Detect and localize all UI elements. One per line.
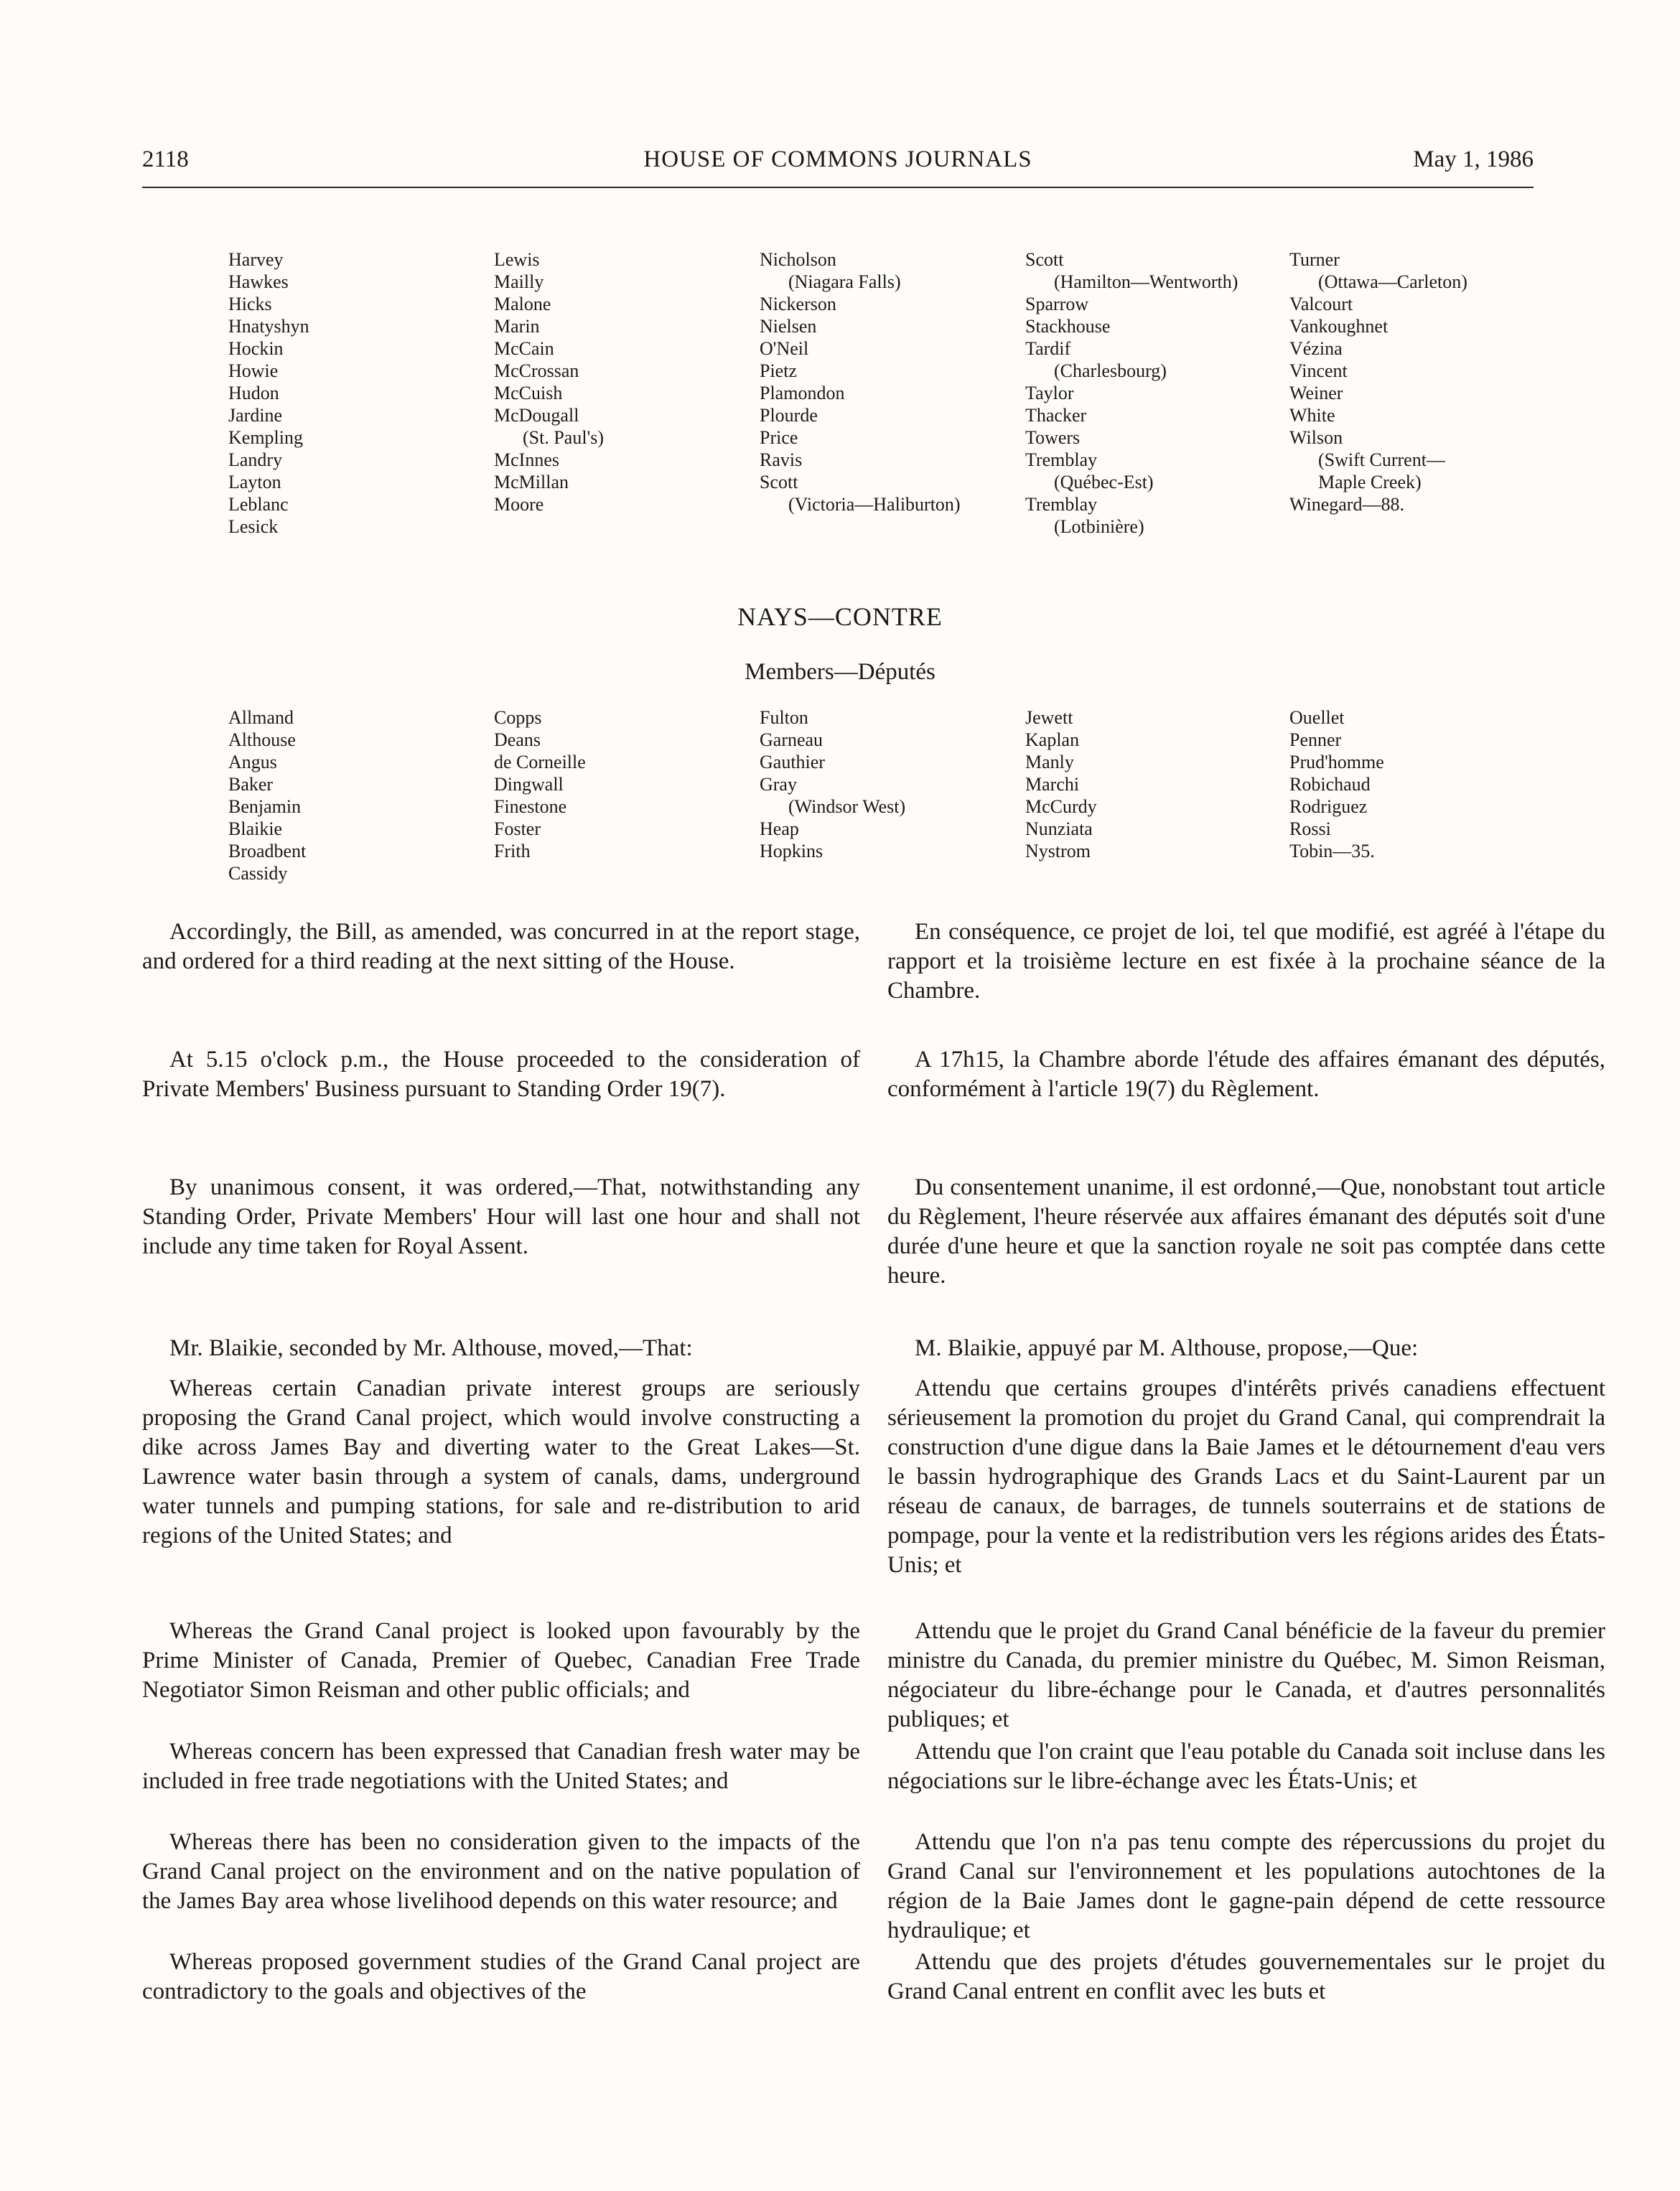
member-riding: (Ottawa—Carleton) bbox=[1318, 271, 1467, 292]
member-name: Manly bbox=[1025, 752, 1074, 772]
member-name: Rodriguez bbox=[1289, 796, 1368, 817]
french-whereas-no-consideration: Attendu que l'on n'a pas tenu compte des répercussions du projet du Grand Canal sur l'environnement et les populations autochtones de la région de la Baie James dont le gagne-pain dépend de cette ressource hydraulique; et bbox=[887, 1829, 1605, 1943]
english-whereas-no-consideration: Whereas there has been no consideration given to the impacts of the Grand Canal project on the environment and on the native population of the James Bay area whose livelihood depends on this water resource; and bbox=[142, 1829, 860, 1914]
member-riding: Maple Creek) bbox=[1318, 472, 1422, 492]
member-riding: (Hamilton—Wentworth) bbox=[1054, 271, 1238, 292]
member-name: Gray bbox=[760, 774, 797, 795]
english-para-unanimous-consent: By unanimous consent, it was ordered,—That, notwithstanding any Standing Order, Private Members' Hour will last one hour and shall not include any time taken for Royal Assent. bbox=[142, 1174, 860, 1259]
member-name: Nielsen bbox=[760, 316, 817, 337]
member-name: Plourde bbox=[760, 405, 818, 426]
member-name: Lesick bbox=[228, 516, 279, 537]
yeas-column bbox=[760, 248, 1025, 515]
member-name: Penner bbox=[1289, 729, 1342, 750]
journal-title: HOUSE OF COMMONS JOURNALS bbox=[643, 146, 1032, 172]
member-name: Fulton bbox=[760, 707, 808, 728]
header-date: May 1, 1986 bbox=[1413, 146, 1534, 172]
english-whereas-prime-minister: Whereas the Grand Canal project is looked upon favourably by the Prime Minister of Canada, Premier of Quebec, Canadian Free Trade Negotiator Simon Reisman and other public officials; and bbox=[142, 1618, 860, 1703]
member-name: Malone bbox=[494, 294, 551, 314]
member-name: Hnatyshyn bbox=[228, 316, 309, 337]
nays-column bbox=[228, 706, 494, 884]
member-name: de Corneille bbox=[494, 752, 586, 772]
member-name: McInnes bbox=[494, 449, 559, 470]
member-name: Hudon bbox=[228, 383, 279, 403]
member-name: Layton bbox=[228, 472, 281, 492]
member-name: Ouellet bbox=[1289, 707, 1345, 728]
member-name: Angus bbox=[228, 752, 277, 772]
member-name: Tobin—35. bbox=[1289, 841, 1375, 861]
member-name: McCain bbox=[494, 338, 554, 359]
member-name: Copps bbox=[494, 707, 542, 728]
member-name: Scott bbox=[1025, 249, 1064, 270]
member-name: Nunziata bbox=[1025, 818, 1093, 839]
page-number: 2118 bbox=[142, 146, 189, 172]
member-riding: (Charlesbourg) bbox=[1054, 360, 1167, 381]
member-name: Vankoughnet bbox=[1289, 316, 1389, 337]
yeas-column bbox=[1289, 248, 1555, 515]
member-name: Tremblay bbox=[1025, 494, 1098, 515]
member-name: Stackhouse bbox=[1025, 316, 1111, 337]
member-name: Marin bbox=[494, 316, 540, 337]
member-name: Nystrom bbox=[1025, 841, 1091, 861]
member-name: Ravis bbox=[760, 449, 803, 470]
member-name: Moore bbox=[494, 494, 544, 515]
member-riding: (St. Paul's) bbox=[523, 427, 605, 448]
member-riding: (Lotbinière) bbox=[1054, 516, 1144, 537]
member-name: Winegard—88. bbox=[1289, 494, 1404, 515]
member-name: Tardif bbox=[1025, 338, 1071, 359]
member-name: Wilson bbox=[1289, 427, 1343, 448]
member-name: Valcourt bbox=[1289, 294, 1353, 314]
french-whereas-fresh-water: Attendu que l'on craint que l'eau potable du Canada soit incluse dans les négociations sur le libre-échange avec les États-Unis; et bbox=[887, 1739, 1605, 1794]
member-name: Taylor bbox=[1025, 383, 1074, 403]
member-name: Heap bbox=[760, 818, 799, 839]
member-name: Hawkes bbox=[228, 271, 289, 292]
member-riding: (Niagara Falls) bbox=[788, 271, 901, 292]
english-whereas-fresh-water: Whereas concern has been expressed that Canadian fresh water may be included in free trade negotiations with the United States; and bbox=[142, 1739, 860, 1794]
member-riding: (Windsor West) bbox=[788, 796, 906, 817]
page-header bbox=[142, 146, 1534, 188]
member-name: Sparrow bbox=[1025, 294, 1089, 314]
member-name: Rossi bbox=[1289, 818, 1331, 839]
member-name: McCuish bbox=[494, 383, 563, 403]
french-whereas-prime-minister: Attendu que le projet du Grand Canal bénéficie de la faveur du premier ministre du Canada, du premier ministre du Québec, M. Simon Reisman, négociateur du libre-échange pour le Canada, et d'autres personnalités publiques; et bbox=[887, 1618, 1605, 1732]
member-name: Prud'homme bbox=[1289, 752, 1384, 772]
member-name: Vézina bbox=[1289, 338, 1343, 359]
member-riding: (Québec-Est) bbox=[1054, 472, 1154, 492]
member-name: Cassidy bbox=[228, 863, 288, 884]
member-name: Tremblay bbox=[1025, 449, 1098, 470]
member-name: Turner bbox=[1289, 249, 1340, 270]
member-name: Leblanc bbox=[228, 494, 289, 515]
member-riding: (Victoria—Haliburton) bbox=[788, 494, 961, 515]
member-name: White bbox=[1289, 405, 1335, 426]
yeas-column bbox=[228, 248, 494, 538]
member-name: Plamondon bbox=[760, 383, 845, 403]
nays-column bbox=[1025, 706, 1291, 862]
member-name: Garneau bbox=[760, 729, 823, 750]
member-name: Lewis bbox=[494, 249, 540, 270]
member-name: Marchi bbox=[1025, 774, 1080, 795]
member-name: Finestone bbox=[494, 796, 567, 817]
member-name: Althouse bbox=[228, 729, 296, 750]
member-name: Kempling bbox=[228, 427, 303, 448]
member-name: McCurdy bbox=[1025, 796, 1097, 817]
member-name: McCrossan bbox=[494, 360, 579, 381]
member-name: Baker bbox=[228, 774, 274, 795]
english-para-private-members: At 5.15 o'clock p.m., the House proceeded to the consideration of Private Members' Business pursuant to Standing Order 19(7). bbox=[142, 1047, 860, 1102]
member-name: Nicholson bbox=[760, 249, 836, 270]
member-name: Thacker bbox=[1025, 405, 1087, 426]
member-name: Mailly bbox=[494, 271, 544, 292]
member-name: Deans bbox=[494, 729, 541, 750]
english-motion-intro: Mr. Blaikie, seconded by Mr. Althouse, moved,—That: bbox=[169, 1335, 693, 1361]
member-name: Allmand bbox=[228, 707, 294, 728]
member-name: Price bbox=[760, 427, 798, 448]
members-subheading: Members—Députés bbox=[745, 659, 935, 685]
member-name: Nickerson bbox=[760, 294, 836, 314]
french-whereas-interest-groups: Attendu que certains groupes d'intérêts privés canadiens effectuent sérieusement la promotion du projet du Grand Canal, qui comprendrait la construction d'une digue dans la Baie James et le détournement d'eau vers le bassin hydrographique des Grands Lacs et du Saint-Laurent par un réseau de canaux, de barrages, de tunnels souterrains et de stations de pompage, pour la vente et la redistribution vers les régions arides des États-Unis; et bbox=[887, 1375, 1605, 1578]
member-name: Jewett bbox=[1025, 707, 1073, 728]
member-name: Vincent bbox=[1289, 360, 1348, 381]
yeas-column bbox=[494, 248, 760, 515]
member-name: Kaplan bbox=[1025, 729, 1080, 750]
french-para-concurred: En conséquence, ce projet de loi, tel que modifié, est agréé à l'étape du rapport et la troisième lecture en est fixée à la prochaine séance de la Chambre. bbox=[887, 919, 1605, 1004]
nays-column bbox=[1289, 706, 1555, 862]
member-name: Pietz bbox=[760, 360, 797, 381]
nays-column bbox=[494, 706, 760, 862]
member-name: Hockin bbox=[228, 338, 284, 359]
nays-heading: NAYS—CONTRE bbox=[737, 602, 943, 631]
member-name: Frith bbox=[494, 841, 531, 861]
english-whereas-studies: Whereas proposed government studies of the Grand Canal project are contradictory to the goals and objectives of the bbox=[142, 1949, 860, 2004]
member-name: Scott bbox=[760, 472, 798, 492]
member-name: Dingwall bbox=[494, 774, 564, 795]
member-name: McMillan bbox=[494, 472, 569, 492]
nays-column bbox=[760, 706, 1025, 862]
french-para-private-members: A 17h15, la Chambre aborde l'étude des affaires émanant des députés, conformément à l'article 19(7) du Règlement. bbox=[887, 1047, 1605, 1102]
french-motion-intro: M. Blaikie, appuyé par M. Althouse, propose,—Que: bbox=[915, 1335, 1419, 1361]
member-name: Blaikie bbox=[228, 818, 283, 839]
french-whereas-studies: Attendu que des projets d'études gouvernementales sur le projet du Grand Canal entrent en conflit avec les buts et bbox=[887, 1949, 1605, 2004]
member-name: Jardine bbox=[228, 405, 283, 426]
yeas-column bbox=[1025, 248, 1291, 538]
member-name: Robichaud bbox=[1289, 774, 1371, 795]
member-name: Howie bbox=[228, 360, 279, 381]
member-name: Landry bbox=[228, 449, 283, 470]
english-para-concurred: Accordingly, the Bill, as amended, was concurred in at the report stage, and ordered for a third reading at the next sitting of the House. bbox=[142, 919, 860, 974]
member-name: Benjamin bbox=[228, 796, 302, 817]
member-name: Gauthier bbox=[760, 752, 825, 772]
member-riding: (Swift Current— bbox=[1318, 449, 1445, 470]
member-name: Towers bbox=[1025, 427, 1081, 448]
member-name: McDougall bbox=[494, 405, 579, 426]
member-name: Hicks bbox=[228, 294, 272, 314]
member-name: Foster bbox=[494, 818, 541, 839]
member-name: O'Neil bbox=[760, 338, 809, 359]
member-name: Harvey bbox=[228, 249, 284, 270]
english-whereas-interest-groups: Whereas certain Canadian private interest groups are seriously proposing the Grand Canal project, which would involve constructing a dike across James Bay and diverting water to the Great Lakes—St. Lawrence water basin through a system of canals, dams, underground water tunnels and pumping stations, for sale and re-distribution to arid regions of the United States; and bbox=[142, 1375, 860, 1548]
french-para-unanimous-consent: Du consentement unanime, il est ordonné,—Que, nonobstant tout article du Règlement, l'heure réservée aux affaires émanant des députés soit d'une durée d'une heure et que la sanction royale ne soit pas comptée dans cette heure. bbox=[887, 1174, 1605, 1289]
member-name: Weiner bbox=[1289, 383, 1343, 403]
member-name: Broadbent bbox=[228, 841, 307, 861]
member-name: Hopkins bbox=[760, 841, 823, 861]
